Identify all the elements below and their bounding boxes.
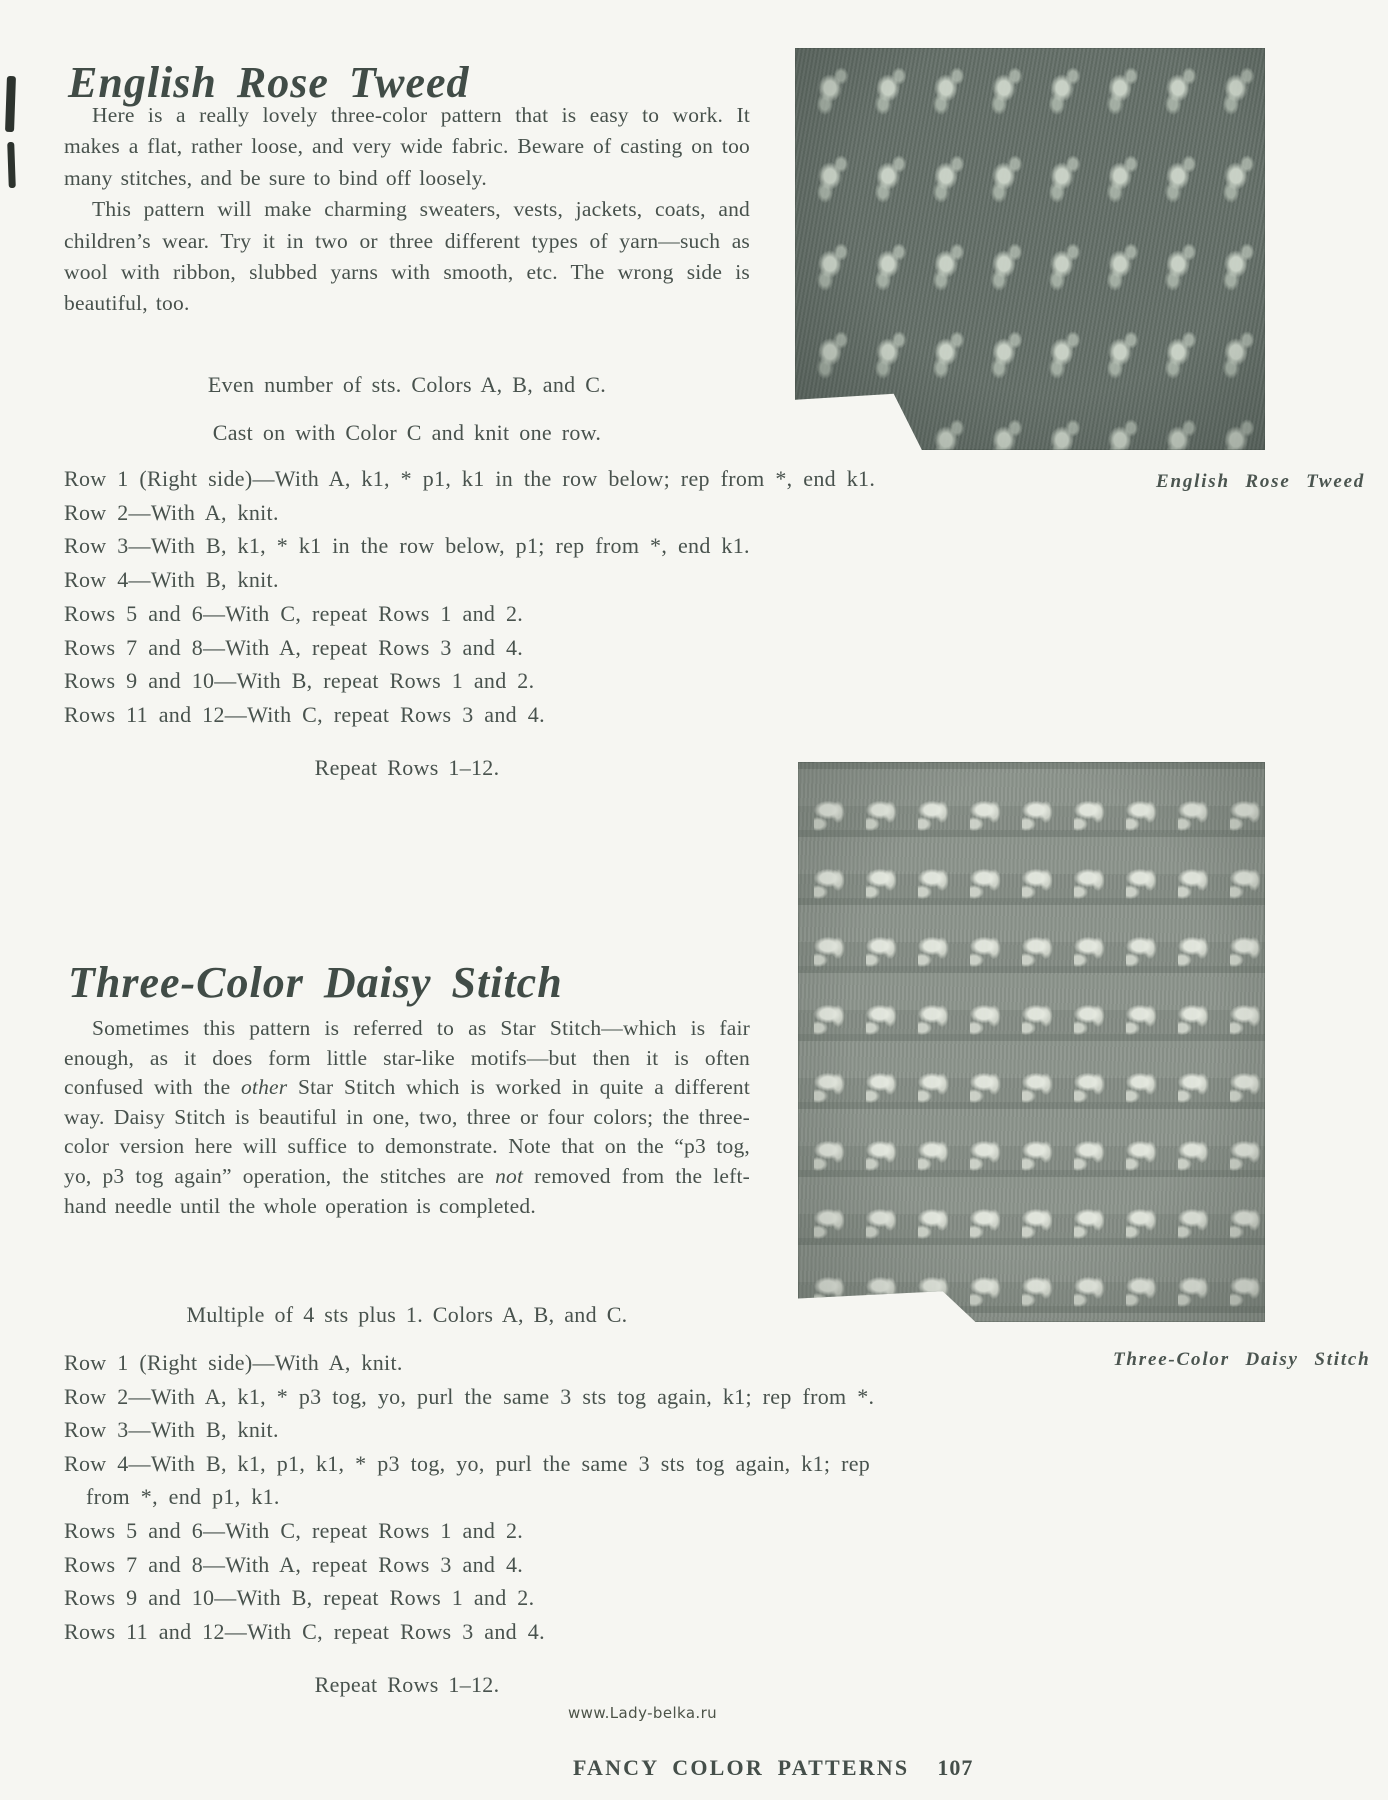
pattern-row: Row 1 (Right side)—With A, k1, * p1, k1 in the row below; rep from *, end k1. [64, 466, 876, 491]
english-rose-tweed-swatch-photo [795, 48, 1265, 450]
section-title-three-color-daisy-stitch: Three-Color Daisy Stitch [68, 958, 563, 1008]
pattern-row: Rows 5 and 6—With C, repeat Rows 1 and 2. [64, 1517, 524, 1543]
repeat-line: Repeat Rows 1–12. [314, 755, 500, 780]
paragraph: This pattern will make charming sweaters, vests, jackets, coats, and children’s wear. Try it in two or three different types of yarn—such as wool with ribbon, slubbed yarns with smooth, etc. The wrong side is beautiful, too. [64, 197, 750, 316]
running-head: FANCY COLOR PATTERNS [573, 1755, 910, 1780]
section1-paragraphs [64, 100, 750, 320]
photo-caption: English Rose Tweed [1156, 471, 1366, 492]
pattern-row: Rows 9 and 10—With B, repeat Rows 1 and 2. [64, 668, 535, 694]
scan-artifact [5, 76, 16, 132]
repeat-line: Repeat Rows 1–12. [314, 1672, 500, 1697]
page-number: 107 [937, 1755, 974, 1780]
pattern-row: Rows 7 and 8—With A, repeat Rows 3 and 4. [64, 634, 524, 660]
pattern-row: Rows 11 and 12—With C, repeat Rows 3 and 4. [64, 701, 545, 727]
pattern-row: Row 1 (Right side)—With A, knit. [64, 1350, 403, 1375]
paragraph: Sometimes this pattern is referred to as Star Stitch—which is fair enough, as it does form little star-like motifs—but then it is often confused with the other Star Stitch which is worked in quite a different way. Daisy Stitch is beautiful in one, two, three or four colors; the three-color version here will suffice to demonstrate. Note that on the “p3 tog, yo, p3 tog again” operation, the stitches are not removed from the left-hand needle until the whole operation is completed. [64, 1016, 750, 1218]
scan-artifact [7, 142, 16, 188]
pattern-row: Row 2—With A, knit. [64, 499, 279, 525]
section-title-english-rose-tweed: English Rose Tweed [68, 58, 470, 108]
pattern-row: Rows 7 and 8—With A, repeat Rows 3 and 4. [64, 1551, 524, 1577]
section1-pattern-rows [64, 462, 1054, 732]
pattern-row: Row 3—With B, knit. [64, 1417, 279, 1443]
setup-line: Even number of sts. Colors A, B, and C. [207, 372, 607, 397]
pattern-row: Rows 11 and 12—With C, repeat Rows 3 and 4. [64, 1618, 545, 1644]
pattern-row: Rows 5 and 6—With C, repeat Rows 1 and 2. [64, 600, 524, 626]
page-footer [573, 1755, 973, 1781]
pattern-row-continuation: from *, end p1, k1. [86, 1484, 280, 1510]
watermark-text: www.Lady-belka.ru [568, 1704, 718, 1722]
pattern-row: Row 4—With B, k1, p1, k1, * p3 tog, yo, purl the same 3 sts tog again, k1; rep [64, 1450, 871, 1476]
setup-line: Multiple of 4 sts plus 1. Colors A, B, and C. [186, 1302, 628, 1327]
section2-paragraphs [64, 1014, 750, 1221]
pattern-row: Row 3—With B, k1, * k1 in the row below, p1; rep from *, end k1. [64, 533, 750, 559]
paragraph: Here is a really lovely three-color pattern that is easy to work. It makes a flat, rather loose, and very wide fabric. Beware of casting on too many stitches, and be sure to bind off loosely. [64, 103, 750, 190]
photo-caption: Three-Color Daisy Stitch [1113, 1349, 1371, 1370]
section2-pattern-rows [64, 1346, 1054, 1648]
daisy-stitch-swatch-photo [798, 762, 1265, 1322]
pattern-row: Row 4—With B, knit. [64, 567, 279, 593]
pattern-row: Rows 9 and 10—With B, repeat Rows 1 and 2. [64, 1585, 535, 1611]
pattern-row: Row 2—With A, k1, * p3 tog, yo, purl the same 3 sts tog again, k1; rep from *. [64, 1383, 875, 1409]
setup-line: Cast on with Color C and knit one row. [212, 420, 602, 445]
